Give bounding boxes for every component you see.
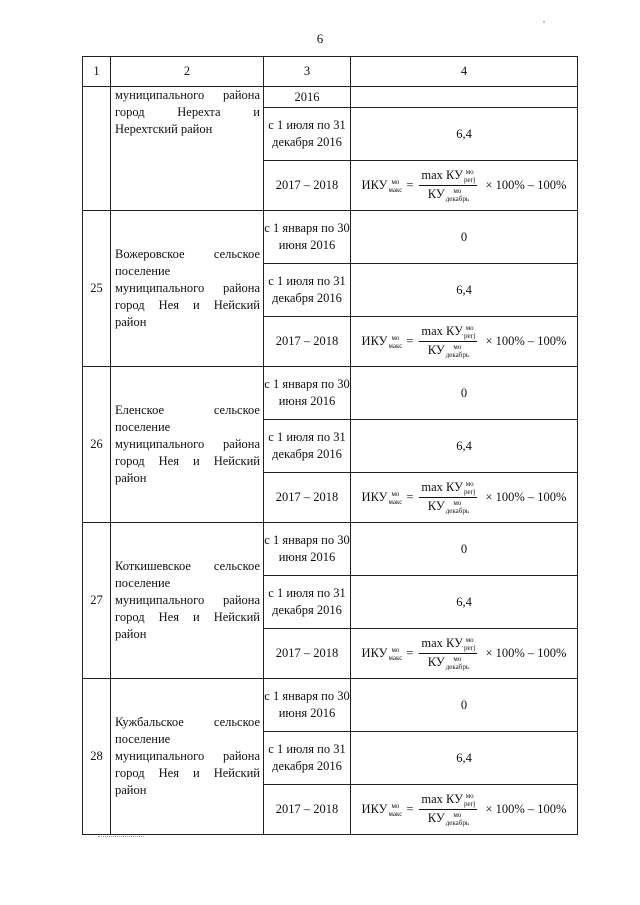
value-cell: 0 <box>351 211 578 264</box>
row-number: 27 <box>83 523 111 679</box>
formula-cell <box>351 161 578 211</box>
formula-fraction <box>419 324 477 359</box>
municipality-name: Кужбальское сельское поселение муниципального района город Нея и Нейский район <box>111 679 264 835</box>
formula-den-sup: мо <box>453 655 462 664</box>
formula-den-sup: мо <box>453 187 462 196</box>
formula-lhs-sup: мо <box>391 801 400 810</box>
header-col-1: 1 <box>83 57 111 87</box>
formula-fraction <box>419 636 477 671</box>
value-cell: 6,4 <box>351 420 578 473</box>
index-formula <box>362 480 567 515</box>
table-row <box>83 523 578 576</box>
value-cell: 0 <box>351 523 578 576</box>
header-col-2: 2 <box>111 57 264 87</box>
formula-num-sub: регj <box>464 488 476 496</box>
formula-denominator: КУ <box>427 499 445 513</box>
page-number: 6 <box>316 31 324 46</box>
value-cell: 6,4 <box>351 732 578 785</box>
formula-den-sub: декабрь <box>445 351 470 360</box>
formula-numerator: max КУ <box>421 323 463 338</box>
formula-num-sub: регj <box>464 800 476 808</box>
formula-den-sup: мо <box>453 343 462 352</box>
formula-num-sub: регj <box>464 644 476 652</box>
formula-num-sup: мо <box>465 480 474 488</box>
period-cell: с 1 июля по 31 декабря 2016 <box>264 264 351 317</box>
formula-lhs: ИКУ <box>361 802 388 816</box>
formula-tail: × 100% – 100% <box>485 646 567 660</box>
value-cell: 6,4 <box>351 264 578 317</box>
formula-lhs-sup: мо <box>391 177 400 186</box>
formula-lhs-sup: мо <box>391 489 400 498</box>
value-cell <box>351 87 578 108</box>
period-cell: с 1 июля по 31 декабря 2016 <box>264 576 351 629</box>
formula-den-sup: мо <box>453 499 462 508</box>
period-cell: с 1 января по 30 июня 2016 <box>264 211 351 264</box>
formula-numerator: max КУ <box>421 479 463 494</box>
formula-fraction <box>419 792 477 827</box>
formula-num-sup: мо <box>465 324 474 332</box>
row-number: 26 <box>83 367 111 523</box>
period-cell: 2016 <box>264 87 351 108</box>
formula-num-sup: мо <box>465 636 474 644</box>
formula-lhs: ИКУ <box>361 178 388 192</box>
value-cell: 6,4 <box>351 576 578 629</box>
formula-tail: × 100% – 100% <box>485 802 567 816</box>
formula-num-sub: регj <box>464 176 476 184</box>
formula-den-sub: декабрь <box>445 507 470 516</box>
table-row <box>83 367 578 420</box>
index-formula <box>362 324 567 359</box>
row-number-cell <box>83 87 111 211</box>
formula-lhs: ИКУ <box>361 646 388 660</box>
period-cell: 2017 – 2018 <box>264 629 351 679</box>
municipality-name: Вожеровское сельское поселение муниципального района город Нея и Нейский район <box>111 211 264 367</box>
table-row <box>83 87 578 108</box>
period-cell: 2017 – 2018 <box>264 473 351 523</box>
header-col-3: 3 <box>264 57 351 87</box>
value-cell: 0 <box>351 367 578 420</box>
formula-denominator: КУ <box>427 343 445 357</box>
formula-cell <box>351 785 578 835</box>
formula-tail: × 100% – 100% <box>485 490 567 504</box>
period-cell: 2017 – 2018 <box>264 785 351 835</box>
header-row <box>83 57 578 87</box>
period-cell: с 1 января по 30 июня 2016 <box>264 523 351 576</box>
period-cell: 2017 – 2018 <box>264 161 351 211</box>
table-row <box>83 211 578 264</box>
formula-lhs: ИКУ <box>361 334 388 348</box>
formula-equals: = <box>406 334 414 348</box>
formula-lhs-sub: макс <box>388 653 403 662</box>
formula-num-sup: мо <box>465 792 474 800</box>
formula-equals: = <box>406 178 414 192</box>
formula-equals: = <box>406 646 414 660</box>
formula-lhs-sub: макс <box>388 809 403 818</box>
margin-scribble <box>98 836 144 839</box>
formula-num-sub: регj <box>464 332 476 340</box>
row-number: 28 <box>83 679 111 835</box>
formula-den-sup: мо <box>453 811 462 820</box>
formula-numerator: max КУ <box>421 791 463 806</box>
index-formula <box>362 168 567 203</box>
formula-lhs-sup: мо <box>391 645 400 654</box>
formula-equals: = <box>406 802 414 816</box>
formula-den-sub: декабрь <box>445 195 470 204</box>
value-cell: 0 <box>351 679 578 732</box>
formula-cell <box>351 317 578 367</box>
formula-den-sub: декабрь <box>445 819 470 828</box>
formula-denominator: КУ <box>427 655 445 669</box>
formula-denominator: КУ <box>427 811 445 825</box>
formula-fraction <box>419 168 477 203</box>
formula-lhs-sub: макс <box>388 185 403 194</box>
formula-numerator: max КУ <box>421 167 463 182</box>
formula-denominator: КУ <box>427 187 445 201</box>
formula-tail: × 100% – 100% <box>485 178 567 192</box>
scan-speck <box>543 21 545 23</box>
formula-fraction <box>419 480 477 515</box>
formula-den-sub: декабрь <box>445 663 470 672</box>
index-formula <box>362 636 567 671</box>
period-cell: с 1 января по 30 июня 2016 <box>264 679 351 732</box>
formula-equals: = <box>406 490 414 504</box>
value-cell: 6,4 <box>351 108 578 161</box>
period-cell: с 1 июля по 31 декабря 2016 <box>264 420 351 473</box>
period-cell: с 1 июля по 31 декабря 2016 <box>264 732 351 785</box>
table-row <box>83 679 578 732</box>
formula-numerator: max КУ <box>421 635 463 650</box>
formula-cell <box>351 473 578 523</box>
formula-lhs-sup: мо <box>391 333 400 342</box>
row-number: 25 <box>83 211 111 367</box>
formula-cell <box>351 629 578 679</box>
header-col-4: 4 <box>351 57 578 87</box>
municipality-name: Еленское сельское поселение муниципального района город Нея и Нейский район <box>111 367 264 523</box>
formula-lhs: ИКУ <box>361 490 388 504</box>
municipality-name: муниципального района город Нерехта и Нерехтский район <box>111 87 264 211</box>
formula-lhs-sub: макс <box>388 341 403 350</box>
formula-tail: × 100% – 100% <box>485 334 567 348</box>
tariff-table <box>82 56 578 835</box>
index-formula <box>362 792 567 827</box>
period-cell: с 1 января по 30 июня 2016 <box>264 367 351 420</box>
formula-num-sup: мо <box>465 168 474 176</box>
formula-lhs-sub: макс <box>388 497 403 506</box>
period-cell: 2017 – 2018 <box>264 317 351 367</box>
municipality-name: Коткишевское сельское поселение муниципального района город Нея и Нейский район <box>111 523 264 679</box>
period-cell: с 1 июля по 31 декабря 2016 <box>264 108 351 161</box>
